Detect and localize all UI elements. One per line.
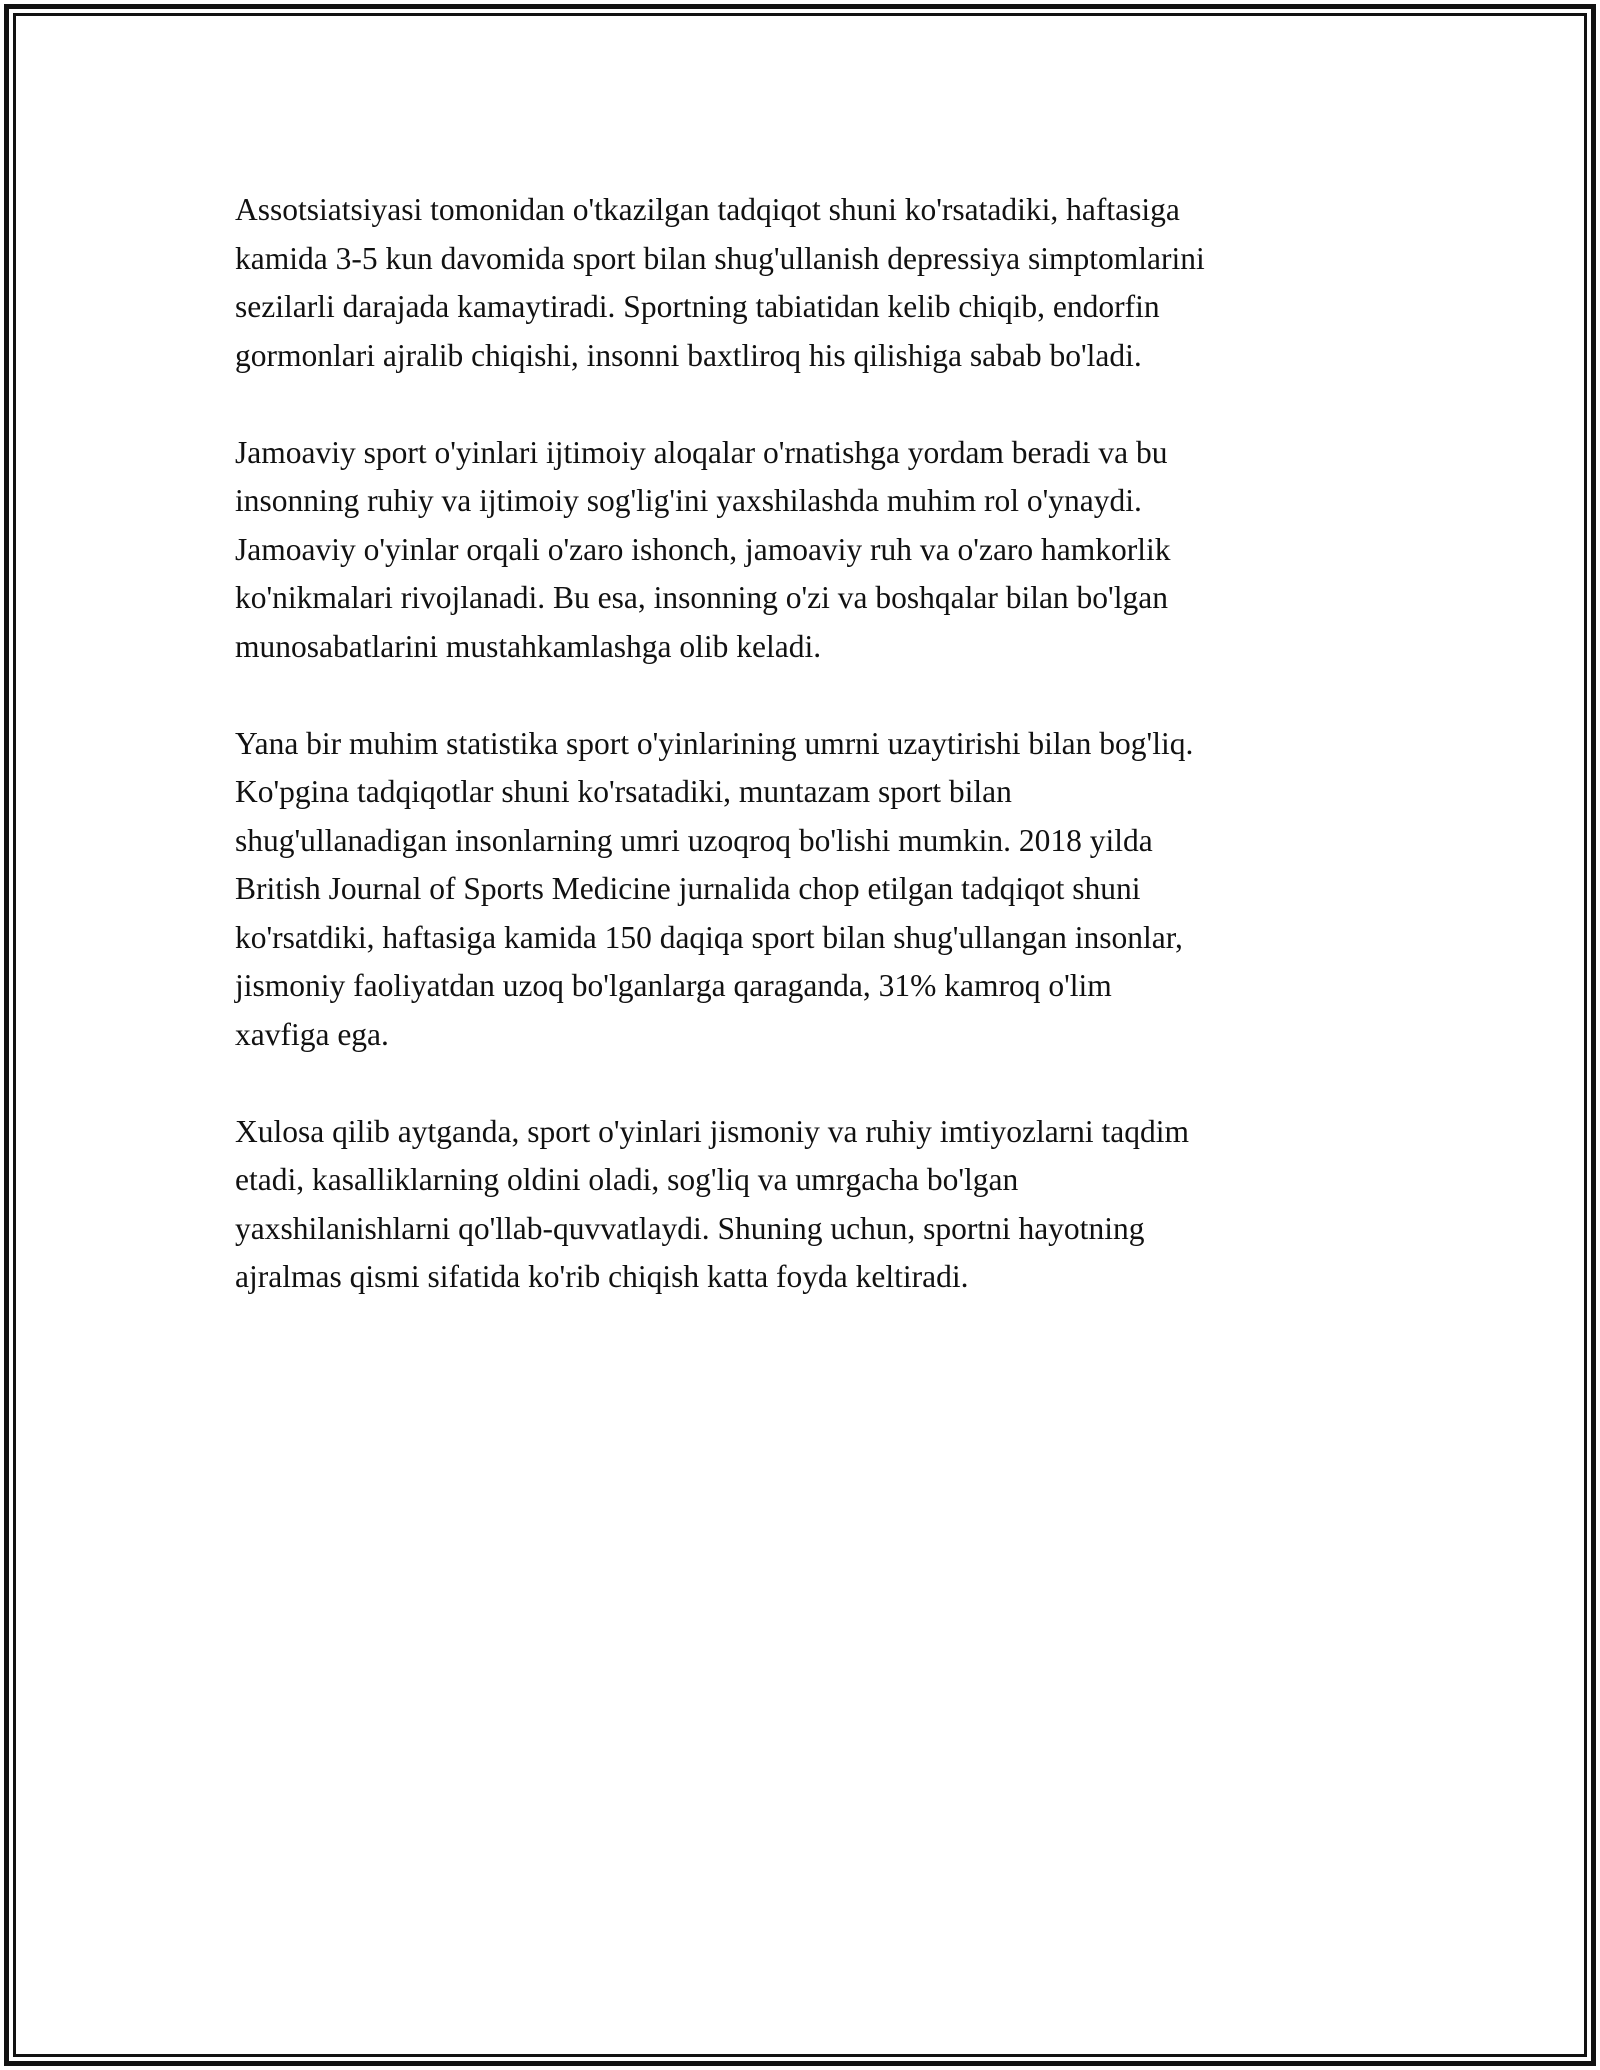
paragraph-longevity-statistics: Yana bir muhim statistika sport o'yinlarining umrni uzaytirishi bilan bog'liq. Ko'pgina tadqiqotlar shuni ko'rsatadiki, muntazam sport bilan shug'ullanadigan insonlarning umri uzoqroq bo'lishi mumkin. 2018 yilda British Journal of Sports Medicine jurnalida chop etilgan tadqiqot shuni ko'rsatdiki, haftasiga kamida 150 daqiqa sport bilan shug'ullangan insonlar, jismoniy faoliyatdan uzoq bo'lganlarga qaraganda, 31% kamroq o'lim xavfiga ega. (235, 725, 1194, 1052)
paragraph-conclusion: Xulosa qilib aytganda, sport o'yinlari jismoniy va ruhiy imtiyozlarni taqdim etadi, kasalliklarning oldini oladi, sog'liq va umrgacha bo'lgan yaxshilanishlarni qo'llab-quvvatlaydi. Shuning uchun, sportni hayotning ajralmas qismi sifatida ko'rib chiqish katta foyda keltiradi. (235, 1113, 1190, 1294)
document-body (235, 186, 1375, 1350)
paragraph-depression-study: Assotsiatsiyasi tomonidan o'tkazilgan tadqiqot shuni ko'rsatadiki, haftasiga kamida 3-5 kun davomida sport bilan shug'ullanish depressiya simptomlarini sezilarli darajada kamaytiradi. Sportning tabiatidan kelib chiqib, endorfin gormonlari ajralib chiqishi, insonni baxtliroq his qilishiga sabab bo'ladi. (235, 192, 1205, 373)
paragraph-team-sports: Jamoaviy sport o'yinlari ijtimoiy aloqalar o'rnatishga yordam beradi va bu insonning ruhiy va ijtimoiy sog'lig'ini yaxshilashda muhim rol o'ynaydi. Jamoaviy o'yinlar orqali o'zaro ishonch, jamoaviy ruh va o'zaro hamkorlik ko'nikmalari rivojlanadi. Bu esa, insonning o'zi va boshqalar bilan bo'lgan munosabatlarini mustahkamlashga olib keladi. (235, 434, 1171, 664)
